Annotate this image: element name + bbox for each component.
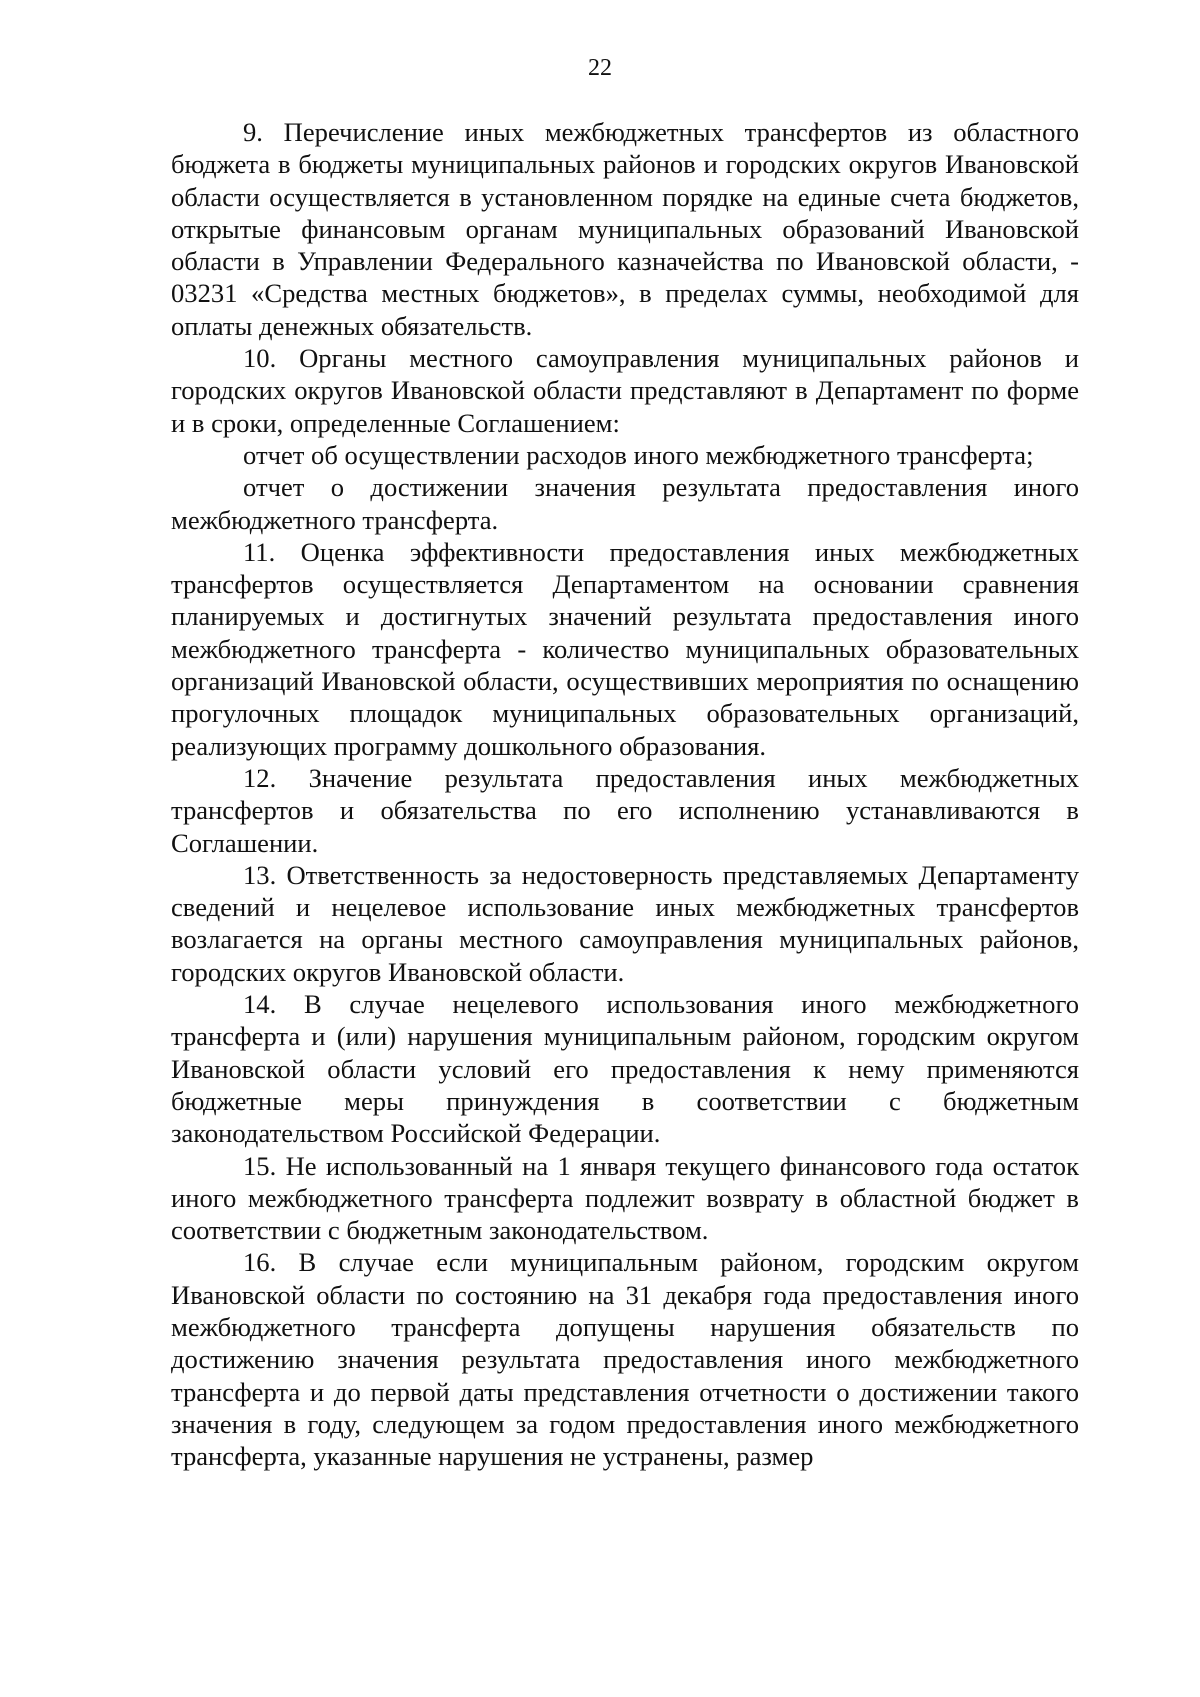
paragraph-12: 12. Значение результата предоставления иных межбюджетных трансфертов и обязательства по его исполнению устанавливаются в Соглашении. bbox=[171, 762, 1079, 858]
paragraph-16: 16. В случае если муниципальным районом, городским округом Ивановской области по состоянию на 31 декабря года предоставления иного межбюджетного трансферта допущены нарушения обязательств по достижению значения результата предоставления иного межбюджетного трансферта и до первой даты представления отчетности о достижении такого значения в году, следующем за годом предоставления иного межбюджетного трансферта, указанные нарушения не устранены, размер bbox=[171, 1247, 1079, 1472]
paragraph-9: 9. Перечисление иных межбюджетных трансфертов из областного бюджета в бюджеты муниципальных районов и городских округов Ивановской области осуществляется в установленном порядке на единые счета бюджетов, открытые финансовым органам муниципальных образований Ивановской области в Управлении Федерального казначейства по Ивановской области, - 03231 «Средства местных бюджетов», в пределах суммы, необходимой для оплаты денежных обязательств. bbox=[171, 117, 1079, 341]
paragraph-11: 11. Оценка эффективности предоставления иных межбюджетных трансфертов осуществляется Департаментом на основании сравнения планируемых и достигнутых значений результата предоставления иного межбюджетного трансферта - количество муниципальных образовательных организаций Ивановской области, осуществивших мероприятия по оснащению прогулочных площадок муниципальных образовательных организаций, реализующих программу дошкольного образования. bbox=[171, 536, 1079, 761]
paragraph-15: 15. Не использованный на 1 января текущего финансового года остаток иного межбюджетного трансферта подлежит возврату в областной бюджет в соответствии с бюджетным законодательством. bbox=[171, 1150, 1079, 1246]
page-number: 22 bbox=[588, 55, 612, 81]
paragraph-10-report-expenses: отчет об осуществлении расходов иного межбюджетного трансферта; bbox=[243, 439, 1034, 470]
paragraph-10: 10. Органы местного самоуправления муниципальных районов и городских округов Ивановской области представляют в Департамент по форме и в сроки, определенные Соглашением: bbox=[171, 343, 1079, 438]
document-body bbox=[171, 116, 1079, 1472]
paragraph-13: 13. Ответственность за недостоверность представляемых Департаменту сведений и нецелевое использование иных межбюджетных трансфертов возлагается на органы местного самоуправления муниципальных районов, городских округов Ивановской области. bbox=[171, 859, 1079, 987]
paragraph-14: 14. В случае нецелевого использования иного межбюджетного трансферта и (или) нарушения муниципальным районом, городским округом Ивановской области условий его предоставления к нему применяются бюджетные меры принуждения в соответствии с бюджетным законодательством Российской Федерации. bbox=[171, 989, 1079, 1149]
paragraph-10-report-result: отчет о достижении значения результата предоставления иного межбюджетного трансферта. bbox=[171, 472, 1079, 535]
